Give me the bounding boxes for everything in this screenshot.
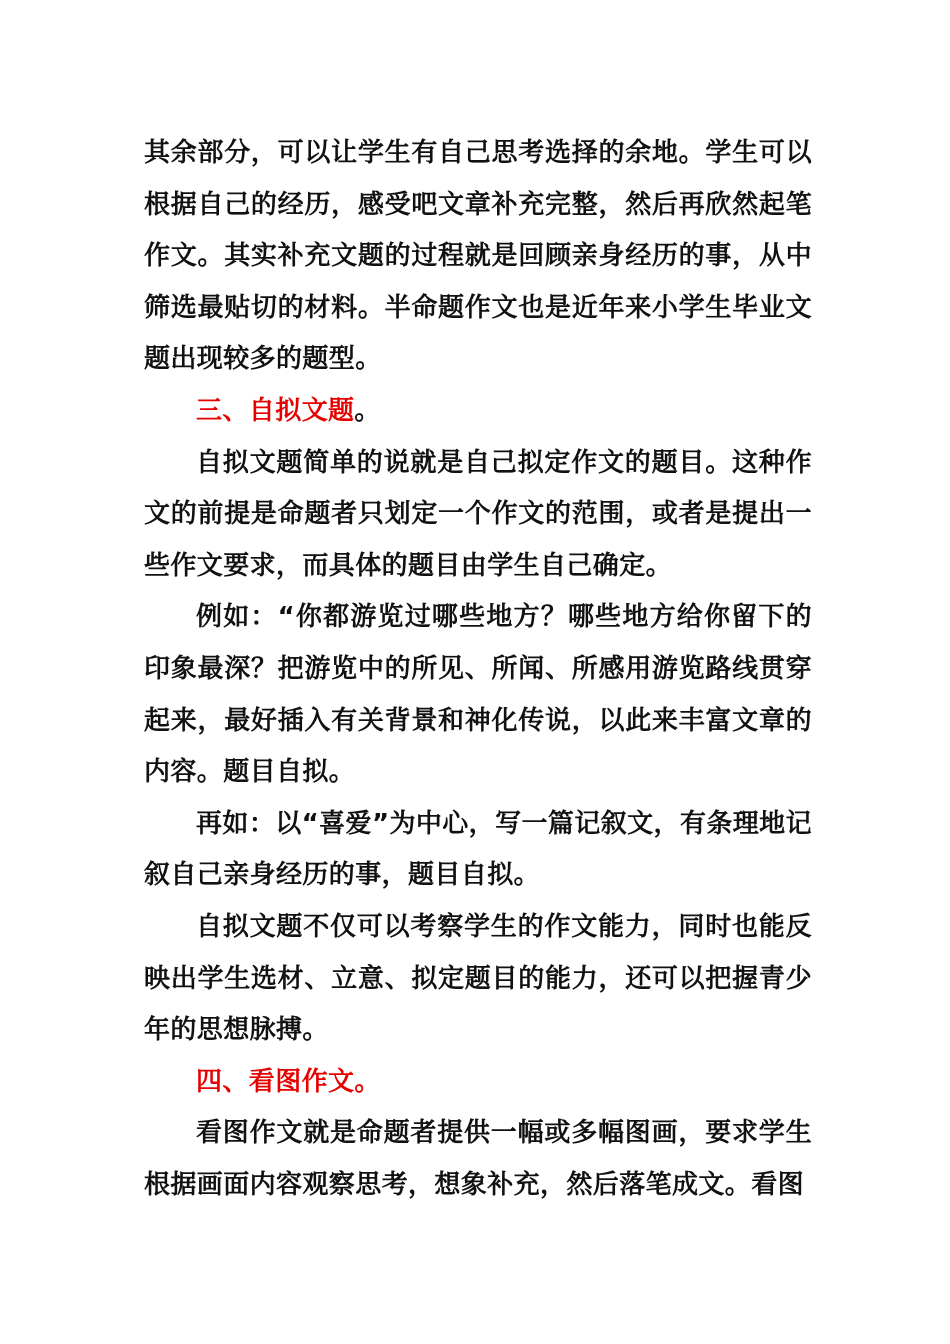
paragraph-self-titled-summary: 自拟文题不仅可以考察学生的作文能力，同时也能反映出学生选材、立意、拟定题目的能力，还可以把握青少年的思想脉搏。 xyxy=(144,911,812,1046)
section-heading-3-period: 。 xyxy=(354,395,381,426)
section-heading-4-title: 四、看图作文。 xyxy=(196,1066,381,1097)
paragraph-picture-writing-intro: 看图作文就是命题者提供一幅或多幅图画，要求学生根据画面内容观察思考，想象补充，然后落笔成文。看图 xyxy=(144,1118,812,1200)
paragraph-self-titled-intro: 自拟文题简单的说就是自己拟定作文的题目。这种作文的前提是命题者只划定一个作文的范围，或者是提出一些作文要求，而具体的题目由学生自己确定。 xyxy=(144,447,812,581)
section-heading-3-title: 三、自拟文题 xyxy=(196,395,355,426)
paragraph-continuation: 其余部分，可以让学生有自己思考选择的余地。学生可以根据自己的经历，感受吧文章补充完整，然后再欣然起笔作文。其实补充文题的过程就是回顾亲身经历的事，从中筛选最贴切的材料。半命题作文也是近年来小学生毕业文题出现较多的题型。 xyxy=(144,138,812,375)
paragraph-example-2: 再如：以“喜爱”为中心，写一篇记叙文，有条理地记叙自己亲身经历的事，题目自拟。 xyxy=(144,808,812,891)
document-body xyxy=(144,128,812,1211)
section-heading-4 xyxy=(144,1057,812,1109)
section-heading-3 xyxy=(144,386,812,438)
paragraph-example-1: 例如：“你都游览过哪些地方？哪些地方给你留下的印象最深？把游览中的所见、所闻、所感用游览路线贯穿起来，最好插入有关背景和神化传说，以此来丰富文章的内容。题目自拟。 xyxy=(144,602,812,788)
